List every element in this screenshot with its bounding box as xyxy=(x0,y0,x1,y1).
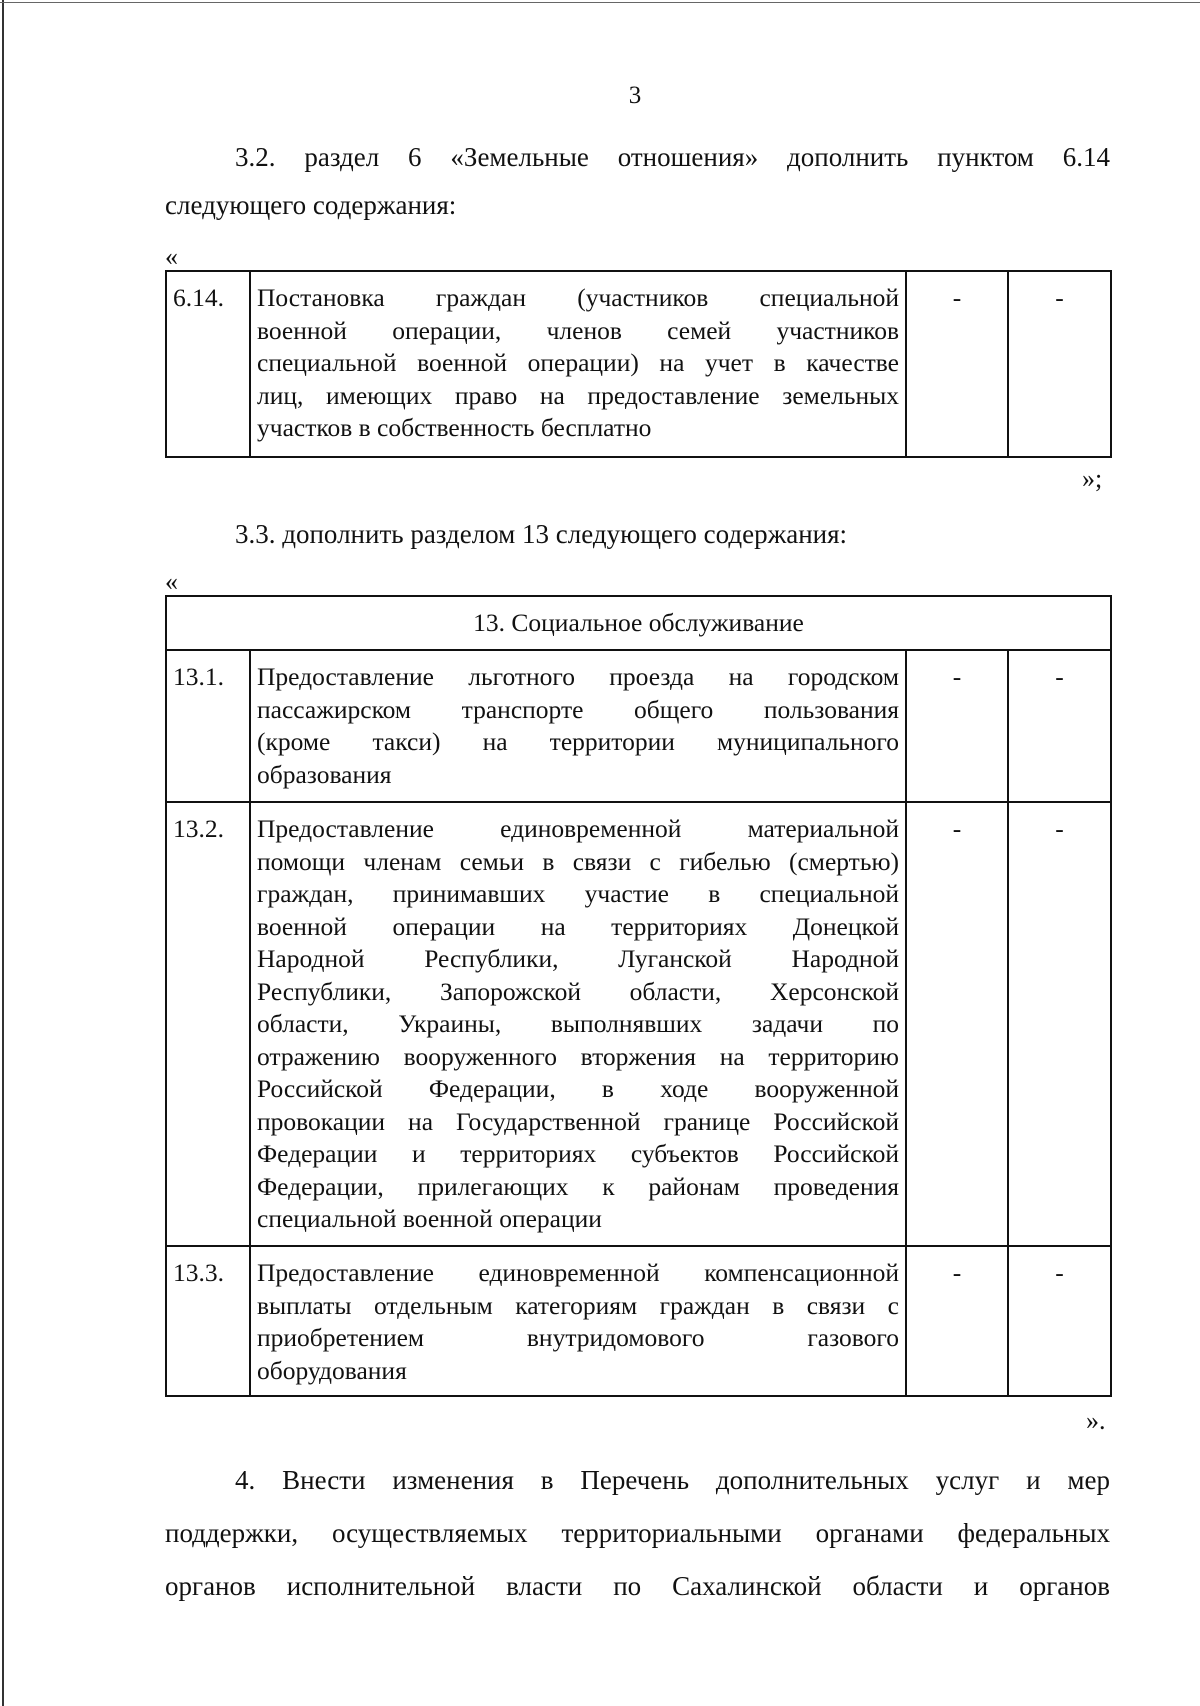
row-description xyxy=(250,1246,906,1396)
close-quote: ». xyxy=(1086,1406,1106,1435)
desc-line: граждан, принимавших участие в специальной xyxy=(257,879,899,908)
desc-line: Федерации и территориях субъектов Российской xyxy=(257,1139,899,1168)
table-row xyxy=(166,271,1111,457)
open-quote: « xyxy=(165,242,178,271)
intro-line: 3.2. раздел 6 «Земельные отношения» дополнить пунктом 6.14 xyxy=(235,142,1110,172)
table-row xyxy=(166,802,1111,1246)
section-4-paragraph xyxy=(165,1454,1110,1613)
desc-line: Народной Республики, Луганской Народной xyxy=(257,944,899,973)
cell-col4: - xyxy=(1008,1246,1111,1396)
row-description xyxy=(250,802,906,1246)
desc-line: провокации на Государственной границе Российской xyxy=(257,1106,899,1136)
desc-line: пассажирском транспорте общего пользования xyxy=(257,694,899,724)
section-3-2-intro xyxy=(165,133,1110,229)
desc-line: военной операции на территориях Донецкой xyxy=(257,911,899,941)
cell-col3: - xyxy=(906,1246,1008,1396)
row-description xyxy=(250,650,906,802)
table-section-13 xyxy=(165,595,1112,1397)
section-3-3-intro xyxy=(165,510,1110,558)
desc-line: военной операции, членов семей участников xyxy=(257,315,899,345)
desc-line: Федерации, прилегающих к районам проведения xyxy=(257,1171,899,1201)
cell-col3: - xyxy=(906,271,1008,457)
desc-line: выплаты отдельным категориям граждан в связи с xyxy=(257,1290,899,1320)
desc-line: помощи членам семьи в связи с гибелью (смертью) xyxy=(257,846,899,876)
desc-line: Предоставление единовременной компенсационной xyxy=(257,1258,899,1287)
cell-col3: - xyxy=(906,802,1008,1246)
row-number: 6.14. xyxy=(166,271,250,457)
desc-line: лиц, имеющих право на предоставление земельных xyxy=(257,380,899,410)
desc-line: (кроме такси) на территории муниципального xyxy=(257,727,899,756)
desc-line: области, Украины, выполнявших задачи по xyxy=(257,1009,899,1038)
table-header-row xyxy=(166,596,1111,650)
cell-col4: - xyxy=(1008,650,1111,802)
desc-line: специальной военной операции) на учет в качестве xyxy=(257,348,899,377)
intro-line: 3.3. дополнить разделом 13 следующего содержания: xyxy=(235,519,848,549)
open-quote: « xyxy=(165,567,178,596)
close-quote: »; xyxy=(1082,464,1103,493)
row-description xyxy=(250,271,906,457)
row-number: 13.2. xyxy=(166,802,250,1246)
table-header: 13. Социальное обслуживание xyxy=(166,596,1111,650)
desc-line: участков в собственность бесплатно xyxy=(257,413,652,442)
page-number: 3 xyxy=(628,82,642,109)
table-6-14 xyxy=(165,270,1112,458)
intro-line: следующего содержания: xyxy=(165,190,457,220)
desc-line: Предоставление льготного проезда на городском xyxy=(257,662,899,691)
table-row xyxy=(166,1246,1111,1396)
desc-line: Предоставление единовременной материальной xyxy=(257,814,899,843)
scan-edge-line-top xyxy=(0,2,1200,3)
desc-line: приобретением внутридомового газового xyxy=(257,1323,899,1352)
scan-edge-line xyxy=(2,0,4,1706)
cell-col4: - xyxy=(1008,802,1111,1246)
paragraph-line: 4. Внести изменения в Перечень дополнительных услуг и мер xyxy=(235,1465,1110,1495)
desc-line: оборудования xyxy=(257,1355,407,1385)
desc-line: Российской Федерации, в ходе вооруженной xyxy=(257,1074,899,1103)
paragraph-line: органов исполнительной власти по Сахалинской области и органов xyxy=(165,1571,1110,1601)
table-row xyxy=(166,650,1111,802)
cell-col4: - xyxy=(1008,271,1111,457)
paragraph-line: поддержки, осуществляемых территориальными органами федеральных xyxy=(165,1518,1110,1548)
row-number: 13.1. xyxy=(166,650,250,802)
row-number: 13.3. xyxy=(166,1246,250,1396)
desc-line: отражению вооруженного вторжения на территорию xyxy=(257,1041,899,1071)
desc-line: образования xyxy=(257,759,392,789)
cell-col3: - xyxy=(906,650,1008,802)
desc-line: Постановка граждан (участников специальной xyxy=(257,283,899,312)
desc-line: специальной военной операции xyxy=(257,1204,602,1233)
desc-line: Республики, Запорожской области, Херсонской xyxy=(257,976,899,1006)
